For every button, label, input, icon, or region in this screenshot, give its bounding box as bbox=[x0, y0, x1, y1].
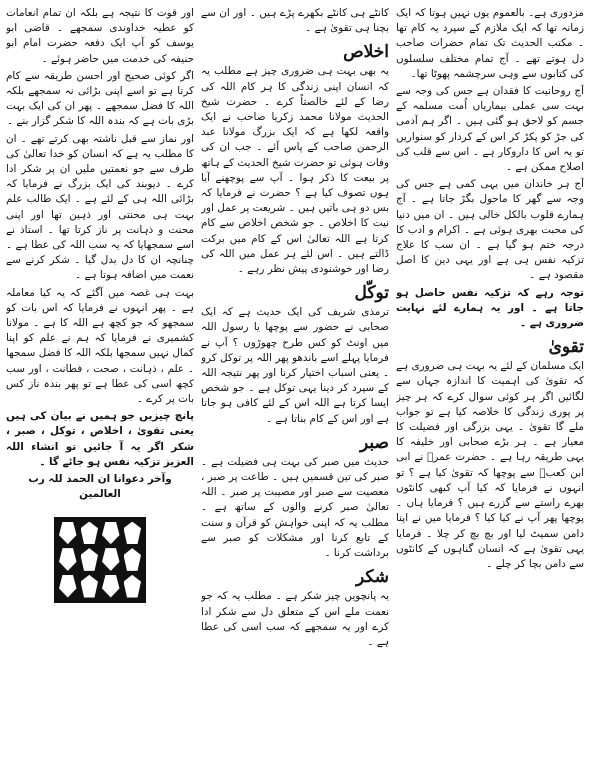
ornament-wrap bbox=[6, 517, 194, 603]
heading-sabr: صبر bbox=[360, 432, 389, 453]
paragraph: آج روحانیت کا فقدان ہے جس کی وجہ سے بہت سی عملی بیماریاں اُمت مسلمہ کے جسم کو لاحق ہو گئی ہیں ۔ اگر ہم آدمی کی جڑ کو پکڑ کر اس کے کردار کو سنواریں تو یہ اس کا داروکار ہے ۔ اس سے قلب کی اصلاح ممکن ہے ۔ bbox=[396, 85, 584, 174]
paragraph: کانٹے ہی کانٹے بکھرے پڑے ہیں ۔ اور ان سے بچنا ہی تقویٰ ہے ۔ bbox=[201, 7, 389, 35]
paragraph: بہت ہی غصہ میں آگئے کہ یہ کیا معاملہ ہے ۔ پھر انہوں نے فرمایا کہ اس بات کو سمجھو کہ جو کچھ ہے اللہ کا ہے ۔ مولانا کشمیری نے فرمایا کہ ہم نے علم کو اپنا کمال نہیں سمجھا بلکہ اللہ کا فضل سمجھا ۔ علم ، ذہانت ، صحت ، فطانت ، اور سب کچھ اسی کی عطا ہے تو پھر بندہ ناز کس بات پر کرے ۔ bbox=[6, 286, 194, 406]
paragraph: پانچ چیزیں جو ہمیں نے بیان کی ہیں یعنی تقویٰ ، اخلاص ، توکل ، صبر ، شکر اگر یہ آ جائیں تو انشاء اللہ العزیز تزکیہ نفس ہو جائے گا ۔ bbox=[6, 410, 194, 468]
paragraph: یہ بھی بہت ہی ضروری چیز ہے مطلب یہ کہ انسان اپنی زندگی کا ہر کام اللہ کی رضا کے لئے خالصتاً کرے ۔ حضرت شیخ الحدیث مولانا محمد زکریا صاحب نے ایک واقعہ لکھا ہے کہ ایک بزرگ مولانا عبد الرحمن صاحب کے پاس آئے ۔ جب ان کی وفات ہوئی تو حضرت شیخ الحدیث کے ہاتھ پر بیعت کا ذکر ہوا ۔ آپ سے پوچھنے آیا ہوں تصوف کیا ہے ؟ حضرت نے فرمایا کہ بس دو ہی باتیں ہیں ۔ شریعت پر عمل اور نیت کا اخلاص ۔ جو شخص اخلاص سے کام کرتا ہے اللہ تعالیٰ اس کے کام میں برکت ڈالتے ہیں ۔ اس لئے ہر عمل میں اللہ کی رضا اور خوشنودی پیش نظر رہے ۔ bbox=[201, 65, 389, 276]
paragraph: توجہ رہے کہ تزکیہ نفس حاصل ہو جاتا ہے ۔ اور یہ ہمارے لئے نہایت ضروری ہے ۔ bbox=[396, 286, 584, 330]
paragraph: آج ہر خاندان میں یہی کمی ہے جس کی وجہ سے گھر کا ماحول بگڑ جاتا ہے ۔ آج ہمارے قلوب بالکل خالی ہیں ۔ ان میں دنیا کی محبت بھری ہوئی ہے ۔ اکرام و ادب کا درجہ ختم ہو گیا ہے ۔ ان سب کا علاج تزکیہ نفس ہی ہے اور یہی دین کا اصل مقصود ہے ۔ bbox=[396, 178, 584, 282]
paragraph: اور قوت کا نتیجہ ہے بلکہ ان تمام انعامات کو عطیہ خداوندی سمجھے ۔ قاضی ابو یوسف کو آپ ایک دفعہ حضرت امام ابو حنیفہ کی خدمت میں حاضر ہوئے ۔ bbox=[6, 7, 194, 65]
closing-dua: وآخر دعوانا ان الحمد للہ رب العالمین bbox=[28, 473, 172, 501]
paragraph: یہ پانچویں چیز شکر ہے ۔ مطلب یہ کہ جو نعمت ملے اس کے متعلق دل سے شکر ادا کرے اور یہ سمجھے کہ سب اسی کی عطا ہے ۔ bbox=[201, 590, 389, 648]
heading-ikhlas: اخلاص bbox=[343, 42, 389, 63]
paragraph: اگر کوئی صحیح اور احسن طریقہ سے کام کرتا ہے تو اسے اپنی بڑائی نہ سمجھے بلکہ اللہ کا فضل سمجھے ۔ پھر ان کی ایک بہت بڑی بات ہے کہ بندہ اللہ کا شکر گزار بنے ۔ bbox=[6, 69, 194, 128]
column-left bbox=[6, 6, 194, 769]
paragraph: اور نماز سے قبل ناشتہ بھی کرتے تھے ۔ ان کا مطلب یہ ہے کہ انسان کو خدا تعالیٰ کی طرف سے جو نعمتیں ملیں ان پر شکر ادا کرے ۔ دیوبند کی ایک بزرگ نے فرمایا کہ بڑائی اللہ ہی کے لئے ہے ۔ ایک طالب علم بہت ہی محنتی اور ذہین تھا اور اپنی محنت و ذہانت پر ناز کرتا تھا ۔ استاذ نے اسے سمجھایا کہ یہ سب اللہ کی عطا ہے ۔ چنانچہ ان کا دل بدل گیا ۔ شکر کرنے سے نعمت میں اضافہ ہوتا ہے ۔ bbox=[6, 132, 194, 282]
column-middle bbox=[201, 6, 389, 769]
paragraph: مزدوری ہے۔ بالعموم یوں نہیں ہوتا کہ ایک زمانہ تھا کہ ایک ملازم کے سپرد یہ کام تھا ۔ مکتب الحدیث تک تمام حضرات صاحب دل ہوتے تھے ۔ آج تمام مختلف سلسلوں کی کتابوں سے وہی سرچشمہ پھوٹا تھا۔ bbox=[396, 7, 584, 80]
heading-tawakkul: توکّل bbox=[354, 283, 389, 304]
paragraph: ترمذی شریف کی ایک حدیث ہے کہ ایک صحابی نے حضور سے پوچھا یا رسول اللہ میں اونٹ کو کس طرح چھوڑوں ؟ آپ نے فرمایا پہلے اسے باندھو پھر اللہ پر توکل کرو ۔ یعنی اسباب اختیار کرنا اور پھر نتیجہ اللہ کے سپرد کر دینا یہی توکل ہے ۔ جو شخص ایسا کرتا ہے اللہ اس کے لئے کافی ہو جاتا ہے اور اس کے کام بناتا ہے ۔ bbox=[201, 306, 389, 425]
column-right bbox=[396, 6, 584, 769]
paragraph: ایک مسلمان کے لئے یہ بہت ہی ضروری ہے کہ تقویٰ کی اہمیت کا اندازہ جہاں سے لگائیں اگر ہر کوئی سوال کرے کہ ہر چیز پر پوری زندگی کا خلاصہ کیا ہے تو جواب ملے گا تقویٰ ۔ یہی بزرگی اور فضیلت کا معیار ہے ۔ ہر بڑے صحابی اور خلیفہ کا یہی طریقہ رہا ہے ۔ حضرت عمرؓ نے ابی ابن کعبؓ سے پوچھا کہ تقویٰ کیا ہے ؟ تو انہوں نے فرمایا کہ کیا آپ کبھی کانٹوں بھرے راستے سے گزرے ہیں ؟ فرمایا ہاں ۔ پوچھا پھر آپ نے کیا کیا ؟ فرمایا میں نے اپنا دامن سمیٹ لیا اور بچ بچ کر چلا ۔ فرمایا یہی تقویٰ ہے کہ انسان گناہوں کے کانٹوں سے دامن بچا کر چلے ۔ bbox=[396, 360, 584, 570]
heading-taqwa: تقویٰ bbox=[548, 337, 584, 358]
paragraph: حدیث میں صبر کی بہت ہی فضیلت ہے ۔ صبر کی تین قسمیں ہیں ۔ طاعت پر صبر ، معصیت سے صبر اور مصیبت پر صبر ۔ اللہ تعالیٰ صبر کرنے والوں کے ساتھ ہے ۔ مطلب یہ کہ اپنی خواہش کو قرآن و سنت کے تابع کرنا اور مشکلات کو صبر سے برداشت کرنا ۔ bbox=[201, 455, 389, 560]
heading-shukr: شکر bbox=[355, 567, 389, 588]
decorative-ornament-icon bbox=[54, 517, 146, 603]
